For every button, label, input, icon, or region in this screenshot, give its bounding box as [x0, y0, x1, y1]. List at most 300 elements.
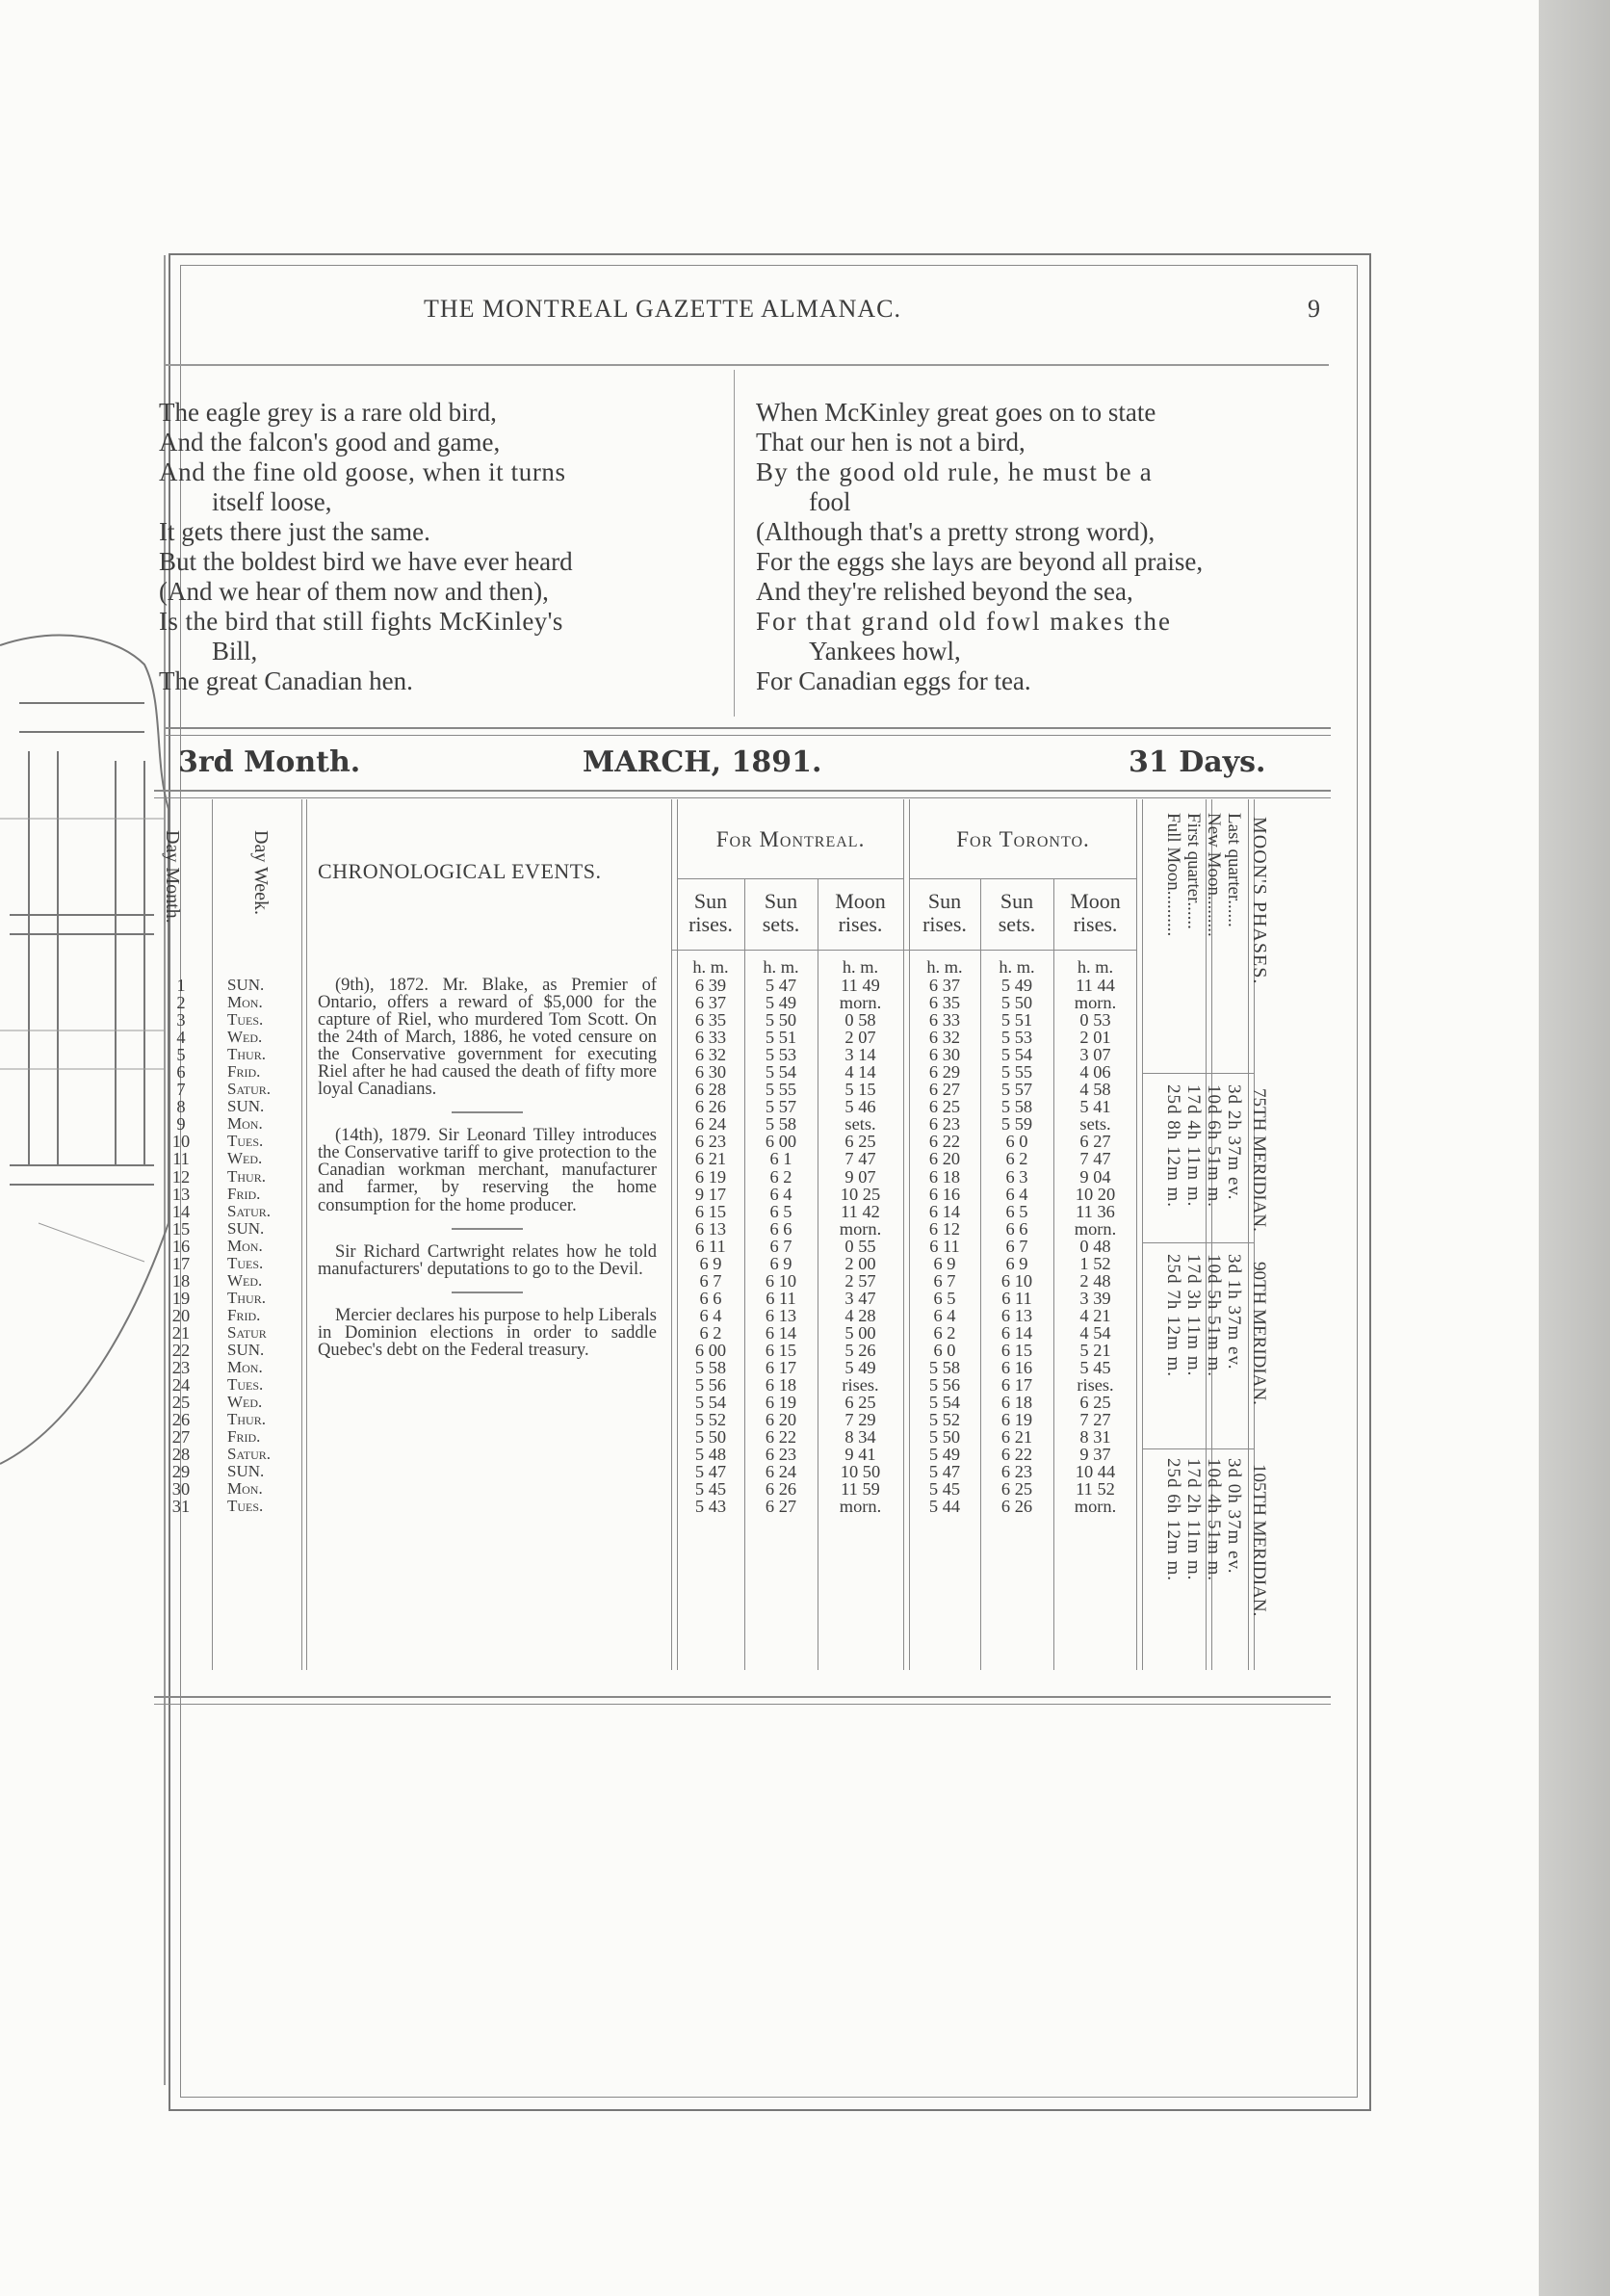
poem-line: By the good old rule, he must be a [756, 457, 1153, 486]
unit-label: h. m. [763, 957, 799, 977]
column-montreal-sun-rises [677, 977, 744, 1515]
grid-line [1142, 1073, 1255, 1074]
toronto-sun-rise-cell: 6 33 [928, 1010, 961, 1031]
montreal-sun-rise-cell: 5 48 [694, 1445, 727, 1465]
poem-column-divider [734, 370, 735, 717]
toronto-sun-set-cell: 6 10 [1000, 1270, 1033, 1291]
toronto-moon-rise-cell: 11 36 [1076, 1201, 1115, 1221]
montreal-sun-rise-cell: 5 54 [694, 1393, 727, 1413]
toronto-moon-rise-cell: 4 06 [1079, 1062, 1111, 1083]
day-of-week-cell: Frid. [227, 1184, 261, 1203]
header-line: Sun [693, 889, 728, 913]
grid-line [671, 950, 1137, 951]
phase-time: 17d 3h 11m m. [1183, 1254, 1204, 1377]
toronto-sun-set-cell: 6 26 [1000, 1497, 1033, 1517]
toronto-moon-rise-cell: 10 20 [1075, 1184, 1116, 1204]
moon-phase-labels [1163, 813, 1244, 937]
day-of-month-cell: 18 [171, 1270, 191, 1291]
day-of-week-cell: SUN. [227, 1097, 265, 1116]
day-of-month-cell: 23 [171, 1358, 191, 1378]
toronto-moon-rise-cell: morn. [1074, 1218, 1117, 1239]
day-of-week-cell: SUN. [227, 1218, 265, 1238]
poem-left-column [159, 398, 573, 696]
toronto-sun-rise-cell: 5 47 [928, 1462, 961, 1482]
toronto-sun-set-cell: 6 21 [1000, 1427, 1033, 1448]
toronto-moon-rise-cell: 4 54 [1079, 1322, 1111, 1343]
day-of-month-cell: 6 [176, 1062, 186, 1083]
montreal-sun-rise-cell: 6 37 [694, 993, 727, 1013]
column-toronto-moon-rises [1053, 977, 1137, 1515]
montreal-sun-rise-cell: 6 6 [699, 1288, 722, 1308]
day-of-month-cell: 29 [171, 1462, 191, 1482]
montreal-sun-set-cell: 6 6 [769, 1218, 792, 1239]
toronto-sun-set-cell: 6 18 [1000, 1393, 1033, 1413]
montreal-sun-rise-cell: 6 4 [699, 1305, 722, 1325]
day-of-month-cell: 28 [171, 1445, 191, 1465]
montreal-moon-rise-cell: 6 25 [844, 1132, 876, 1152]
meridian-90-times [1163, 1254, 1244, 1377]
montreal-sun-rise-cell: 6 7 [699, 1270, 722, 1291]
poem-line: For the eggs she lays are beyond all praise, [756, 547, 1204, 576]
phase-time: 10d 6h 51m m. [1204, 1084, 1224, 1209]
header-line: Sun [927, 889, 962, 913]
phase-time: 10d 4h 51m m. [1204, 1458, 1224, 1582]
meridian-label: 105TH MERIDIAN. [1249, 1464, 1269, 1617]
montreal-sun-rise-cell: 6 15 [694, 1201, 727, 1221]
day-of-week-cell: Tues. [227, 1253, 264, 1272]
montreal-sun-set-cell: 6 13 [765, 1305, 797, 1325]
day-of-month-cell: 4 [176, 1028, 186, 1048]
day-of-month-cell: 16 [171, 1236, 191, 1256]
meridian-label: 75TH MERIDIAN. [1249, 1088, 1269, 1232]
toronto-moon-rise-cell: 9 37 [1079, 1445, 1111, 1465]
meridian-105-times [1163, 1458, 1244, 1581]
montreal-sun-set-cell: 6 2 [769, 1166, 792, 1187]
montreal-sun-set-cell: 6 7 [769, 1236, 792, 1256]
montreal-sun-rise-cell: 6 00 [694, 1340, 727, 1360]
event-paragraph: (14th), 1879. Sir Leonard Tilley introduces the Conservative tariff to give protection to the Canadian workman merchant, manufacturer and farmer, by reserving the home consumption for the home producer. [318, 1126, 657, 1215]
montreal-sun-set-cell: 6 15 [765, 1340, 797, 1360]
toronto-sun-set-cell: 5 50 [1000, 993, 1033, 1013]
column-montreal-sun-sets [744, 977, 818, 1515]
montreal-moon-rise-cell: 0 55 [844, 1236, 876, 1256]
montreal-sun-set-cell: 6 00 [765, 1132, 797, 1152]
montreal-moon-rise-cell: 10 50 [840, 1462, 881, 1482]
toronto-moon-rise-cell: 0 53 [1079, 1010, 1111, 1031]
day-of-week-cell: Mon. [227, 1479, 263, 1499]
toronto-moon-rise-cell: 11 52 [1076, 1479, 1115, 1500]
calendar-header-rule-thin [154, 797, 1331, 798]
day-of-week-cell: Frid. [227, 1062, 261, 1082]
page-number: 9 [1308, 295, 1320, 323]
montreal-sun-rise-cell: 6 21 [694, 1149, 727, 1169]
toronto-sun-set-cell: 6 15 [1000, 1340, 1033, 1360]
poem-line: fool [809, 487, 851, 516]
toronto-sun-rise-cell: 6 12 [928, 1218, 961, 1239]
poem-line: (Although that's a pretty strong word), [756, 517, 1156, 546]
montreal-sun-set-cell: 6 4 [769, 1184, 792, 1204]
toronto-sun-rise-cell: 6 32 [928, 1028, 961, 1048]
montreal-moon-rise-cell: 4 14 [844, 1062, 876, 1083]
montreal-moon-rise-cell: morn. [839, 1218, 882, 1239]
toronto-sun-rise-cell: 5 45 [928, 1479, 961, 1500]
toronto-sun-rise-cell: 5 52 [928, 1410, 961, 1430]
montreal-sun-rise-cell: 6 9 [699, 1253, 722, 1273]
montreal-sun-rise-cell: 6 19 [694, 1166, 727, 1187]
day-of-week-cell: Thur. [227, 1288, 266, 1307]
header-line: sets. [762, 912, 800, 936]
chronological-events [318, 977, 657, 1359]
montreal-sun-rise-cell: 5 47 [694, 1462, 727, 1482]
poem-line: For that grand old fowl makes the [756, 607, 1172, 636]
header-day-week [250, 830, 272, 946]
montreal-sun-rise-cell: 6 2 [699, 1322, 722, 1343]
poem-line: For Canadian eggs for tea. [756, 666, 1031, 695]
montreal-sun-rise-cell: 6 30 [694, 1062, 727, 1083]
poem-line: That our hen is not a bird, [756, 428, 1026, 457]
poem-line: And they're relished beyond the sea, [756, 577, 1133, 606]
event-separator [452, 1228, 523, 1230]
day-of-week-cell: Frid. [227, 1305, 261, 1324]
toronto-moon-rise-cell: 2 01 [1079, 1028, 1111, 1048]
toronto-moon-rise-cell: 3 07 [1079, 1045, 1111, 1065]
montreal-sun-set-cell: 5 47 [765, 976, 797, 995]
toronto-sun-rise-cell: 6 18 [928, 1166, 961, 1187]
calendar-bottom-rule-thin [154, 1704, 1331, 1705]
montreal-moon-rise-cell: 2 57 [844, 1270, 876, 1291]
grid-line [1142, 1242, 1255, 1243]
day-of-week-cell: Mon. [227, 1358, 263, 1377]
phase-time: 3d 0h 37m ev. [1224, 1458, 1244, 1575]
toronto-sun-set-cell: 6 14 [1000, 1322, 1033, 1343]
toronto-sun-rise-cell: 6 11 [929, 1236, 960, 1256]
montreal-sun-set-cell: 6 27 [765, 1497, 797, 1517]
day-of-month-cell: 20 [171, 1305, 191, 1325]
toronto-sun-rise-cell: 6 29 [928, 1062, 961, 1083]
days-count-label: 31 Days. [1129, 745, 1266, 779]
running-title: THE MONTREAL GAZETTE ALMANAC. [424, 295, 901, 323]
montreal-sun-set-cell: 5 49 [765, 993, 797, 1013]
header-events: CHRONOLOGICAL EVENTS. [318, 859, 602, 883]
header-line: rises. [922, 912, 967, 936]
day-of-month-cell: 31 [171, 1497, 191, 1517]
header-line: Moon [835, 889, 886, 913]
grid-line [1142, 1448, 1255, 1449]
unit-label: h. m. [999, 957, 1035, 977]
toronto-sun-set-cell: 6 11 [1001, 1288, 1032, 1308]
toronto-sun-rise-cell: 6 22 [928, 1132, 961, 1152]
poem-line: itself loose, [212, 487, 332, 516]
day-of-week-cell: Wed. [227, 1393, 263, 1412]
toronto-sun-rise-cell: 6 2 [933, 1322, 956, 1343]
column-day-of-week [227, 977, 304, 1515]
toronto-sun-set-cell: 6 0 [1005, 1132, 1028, 1152]
montreal-moon-rise-cell: 5 46 [844, 1097, 876, 1117]
day-of-week-cell: Tues. [227, 1497, 264, 1516]
toronto-moon-rise-cell: 5 41 [1079, 1097, 1111, 1117]
montreal-moon-rise-cell: 9 41 [844, 1445, 876, 1465]
meridian-label: 90TH MERIDIAN. [1249, 1262, 1269, 1405]
montreal-moon-rise-cell: 3 14 [844, 1045, 876, 1065]
grid-line [1142, 799, 1143, 1670]
toronto-sun-set-cell: 5 55 [1000, 1062, 1033, 1083]
toronto-moon-rise-cell: 0 48 [1079, 1236, 1111, 1256]
toronto-sun-set-cell: 5 54 [1000, 1045, 1033, 1065]
toronto-moon-rise-cell: 6 27 [1079, 1132, 1111, 1152]
grid-line [909, 878, 1137, 879]
montreal-sun-rise-cell: 5 56 [694, 1375, 727, 1396]
day-of-month-cell: 8 [176, 1097, 186, 1117]
toronto-sun-set-cell: 6 19 [1000, 1410, 1033, 1430]
toronto-sun-rise-cell: 5 50 [928, 1427, 961, 1448]
toronto-moon-rise-cell: 4 58 [1079, 1080, 1111, 1100]
day-of-month-cell: 17 [171, 1253, 191, 1273]
montreal-moon-rise-cell: morn. [839, 1497, 882, 1517]
calendar-top-rule-thin [166, 735, 1331, 736]
toronto-moon-rise-cell: 3 39 [1079, 1288, 1111, 1308]
day-of-month-cell: 14 [171, 1201, 191, 1221]
toronto-moon-rise-cell: 5 45 [1079, 1358, 1111, 1378]
day-of-month-cell: 7 [176, 1080, 186, 1100]
montreal-sun-set-cell: 6 9 [769, 1253, 792, 1273]
montreal-sun-set-cell: 6 14 [765, 1322, 797, 1343]
toronto-sun-rise-cell: 6 16 [928, 1184, 961, 1204]
poem-line: It gets there just the same. [159, 517, 430, 546]
calendar-header-rule [154, 790, 1331, 792]
montreal-moon-rise-cell: 11 49 [841, 976, 880, 995]
toronto-sun-rise-cell: 6 0 [933, 1340, 956, 1360]
toronto-moon-rise-cell: 10 44 [1075, 1462, 1116, 1482]
toronto-moon-rise-cell: 9 04 [1079, 1166, 1111, 1187]
day-of-month-cell: 24 [171, 1375, 191, 1396]
phase-time: 25d 6h 12m m. [1163, 1458, 1183, 1582]
calendar-bottom-rule [154, 1696, 1331, 1698]
toronto-sun-rise-cell: 6 5 [933, 1288, 956, 1308]
day-of-week-cell: SUN. [227, 1340, 265, 1359]
day-of-week-cell: Wed. [227, 1028, 263, 1047]
montreal-sun-rise-cell: 6 23 [694, 1132, 727, 1152]
header-tor-sun-rises [909, 890, 980, 936]
header-tor-sun-sets [980, 890, 1053, 936]
toronto-moon-rise-cell: morn. [1074, 1497, 1117, 1517]
montreal-sun-set-cell: 5 53 [765, 1045, 797, 1065]
day-of-week-cell: Thur. [227, 1045, 266, 1064]
event-paragraph: (9th), 1872. Mr. Blake, as Premier of Ontario, offers a reward of $5,000 for the capture of Riel, who murdered Tom Scott. On the 24th of March, 1886, he voted censure on the Conservative government for executing Riel after he had caused the death of fifty more loyal Canadians. [318, 976, 657, 1100]
poem-line: Yankees howl, [809, 637, 961, 665]
montreal-sun-rise-cell: 6 11 [695, 1236, 726, 1256]
header-rule [166, 364, 1329, 366]
poem-line: And the falcon's good and game, [159, 428, 501, 457]
montreal-sun-rise-cell: 5 43 [694, 1497, 727, 1517]
montreal-moon-rise-cell: 7 29 [844, 1410, 876, 1430]
toronto-sun-rise-cell: 5 44 [928, 1497, 961, 1517]
toronto-sun-set-cell: 5 51 [1000, 1010, 1033, 1031]
toronto-moon-rise-cell: 4 21 [1079, 1305, 1111, 1325]
toronto-moon-rise-cell: 8 31 [1079, 1427, 1111, 1448]
grid-line [306, 799, 307, 1670]
day-of-week-cell: Thur. [227, 1166, 266, 1186]
montreal-sun-rise-cell: 6 24 [694, 1114, 727, 1135]
montreal-moon-rise-cell: 2 07 [844, 1028, 876, 1048]
day-of-month-cell: 12 [171, 1166, 191, 1187]
montreal-moon-rise-cell: 7 47 [844, 1149, 876, 1169]
toronto-sun-rise-cell: 6 37 [928, 976, 961, 995]
toronto-sun-set-cell: 6 2 [1005, 1149, 1028, 1169]
poem-line: And the fine old goose, when it turns [159, 457, 566, 486]
phase-time: 25d 7h 12m m. [1163, 1254, 1183, 1378]
day-of-week-cell: Thur. [227, 1410, 266, 1429]
phase-time: 17d 4h 11m m. [1183, 1084, 1204, 1208]
day-of-week-cell: Satur. [227, 1080, 272, 1099]
day-of-week-cell: Tues. [227, 1010, 264, 1030]
toronto-sun-set-cell: 6 9 [1005, 1253, 1028, 1273]
toronto-sun-rise-cell: 6 30 [928, 1045, 961, 1065]
day-of-month-cell: 25 [171, 1393, 191, 1413]
header-tor-moon-rises [1053, 890, 1137, 936]
toronto-sun-set-cell: 6 16 [1000, 1358, 1033, 1378]
grid-line [212, 799, 213, 1670]
day-of-month-cell: 9 [176, 1114, 186, 1135]
day-of-month-cell: 13 [171, 1184, 191, 1204]
montreal-sun-rise-cell: 6 26 [694, 1097, 727, 1117]
day-of-month-cell: 30 [171, 1479, 191, 1500]
poem-line: But the boldest bird we have ever heard [159, 547, 573, 576]
montreal-sun-rise-cell: 5 45 [694, 1479, 727, 1500]
montreal-moon-rise-cell: morn. [839, 993, 882, 1013]
toronto-sun-rise-cell: 6 4 [933, 1305, 956, 1325]
poem-line: The eagle grey is a rare old bird, [159, 398, 497, 427]
toronto-sun-rise-cell: 6 25 [928, 1097, 961, 1117]
phase-time: 3d 1h 37m ev. [1224, 1254, 1244, 1370]
poem-line: The great Canadian hen. [159, 666, 413, 695]
day-of-month-cell: 19 [171, 1288, 191, 1308]
montreal-sun-set-cell: 6 20 [765, 1410, 797, 1430]
grid-line [671, 799, 672, 1670]
toronto-sun-rise-cell: 5 58 [928, 1358, 961, 1378]
montreal-moon-rise-cell: 11 59 [841, 1479, 880, 1500]
header-mtl-sun-rises [677, 890, 744, 936]
phase-label: Last quarter...... [1224, 813, 1244, 927]
event-separator [452, 1111, 523, 1113]
toronto-moon-rise-cell: rises. [1077, 1375, 1114, 1396]
toronto-sun-rise-cell: 6 35 [928, 993, 961, 1013]
day-of-week-cell: SUN. [227, 1462, 265, 1481]
montreal-moon-rise-cell: 3 47 [844, 1288, 876, 1308]
toronto-sun-set-cell: 6 4 [1005, 1184, 1028, 1204]
toronto-moon-rise-cell: morn. [1074, 993, 1117, 1013]
day-of-month-cell: 3 [176, 1010, 186, 1031]
column-day-of-month [162, 977, 200, 1515]
unit-label: h. m. [926, 957, 963, 977]
montreal-sun-set-cell: 6 10 [765, 1270, 797, 1291]
header-mtl-sun-sets [744, 890, 818, 936]
toronto-sun-set-cell: 6 22 [1000, 1445, 1033, 1465]
column-montreal-moon-rises [818, 977, 903, 1515]
column-toronto-sun-sets [980, 977, 1053, 1515]
toronto-moon-rise-cell: 5 21 [1079, 1340, 1111, 1360]
toronto-moon-rise-cell: 1 52 [1079, 1253, 1111, 1273]
montreal-sun-rise-cell: 6 33 [694, 1028, 727, 1048]
day-of-week-cell: Mon. [227, 993, 263, 1012]
toronto-sun-set-cell: 6 25 [1000, 1479, 1033, 1500]
toronto-sun-set-cell: 6 7 [1005, 1236, 1028, 1256]
toronto-sun-set-cell: 6 17 [1000, 1375, 1033, 1396]
montreal-sun-set-cell: 6 19 [765, 1393, 797, 1413]
montreal-moon-rise-cell: 11 42 [841, 1201, 880, 1221]
montreal-sun-set-cell: 6 23 [765, 1445, 797, 1465]
day-of-month-cell: 15 [171, 1218, 191, 1239]
event-paragraph: Sir Richard Cartwright relates how he told manufacturers' deputations to go to the Devil. [318, 1241, 657, 1279]
day-of-month-cell: 5 [176, 1045, 186, 1065]
header-day-week-text: Day Week. [250, 830, 272, 915]
toronto-sun-rise-cell: 6 23 [928, 1114, 961, 1135]
montreal-sun-set-cell: 6 11 [766, 1288, 796, 1308]
day-of-week-cell: Satur. [227, 1201, 272, 1220]
montreal-sun-rise-cell: 6 13 [694, 1218, 727, 1239]
unit-label: h. m. [842, 957, 879, 977]
header-line: Sun [1000, 889, 1034, 913]
day-of-week-cell: Frid. [227, 1427, 261, 1447]
toronto-sun-rise-cell: 5 49 [928, 1445, 961, 1465]
toronto-sun-rise-cell: 5 56 [928, 1375, 961, 1396]
month-title: MARCH, 1891. [583, 745, 822, 779]
toronto-sun-set-cell: 6 3 [1005, 1166, 1028, 1187]
header-line: Sun [764, 889, 798, 913]
montreal-moon-rise-cell: 5 15 [844, 1080, 876, 1100]
unit-label: h. m. [1077, 957, 1114, 977]
header-montreal: For Montreal. [715, 827, 866, 851]
montreal-sun-rise-cell: 5 58 [694, 1358, 727, 1378]
toronto-sun-set-cell: 6 6 [1005, 1218, 1028, 1239]
toronto-moon-rise-cell: 7 27 [1079, 1410, 1111, 1430]
poem-line: (And we hear of them now and then), [159, 577, 549, 606]
day-of-week-cell: Tues. [227, 1375, 264, 1395]
phase-label: First quarter...... [1183, 813, 1204, 929]
day-of-month-cell: 11 [172, 1149, 190, 1169]
day-of-week-cell: Satur [227, 1322, 267, 1342]
toronto-sun-set-cell: 5 49 [1000, 976, 1033, 995]
montreal-moon-rise-cell: 10 25 [840, 1184, 881, 1204]
event-separator [452, 1292, 523, 1293]
montreal-moon-rise-cell: 0 58 [844, 1010, 876, 1031]
montreal-sun-set-cell: 6 26 [765, 1479, 797, 1500]
montreal-moon-rise-cell: rises. [842, 1375, 879, 1396]
header-day-month-text: Day Month. [162, 830, 183, 924]
day-of-month-cell: 1 [176, 976, 186, 995]
montreal-moon-rise-cell: 6 25 [844, 1393, 876, 1413]
montreal-sun-rise-cell: 5 50 [694, 1427, 727, 1448]
toronto-sun-rise-cell: 6 20 [928, 1149, 961, 1169]
montreal-moon-rise-cell: 9 07 [844, 1166, 876, 1187]
header-mtl-moon-rises [818, 890, 903, 936]
toronto-sun-set-cell: 6 13 [1000, 1305, 1033, 1325]
event-paragraph: Mercier declares his purpose to help Liberals in Dominion elections in order to saddle Quebec's debt on the Federal treasury. [318, 1305, 657, 1360]
header-line: rises. [1073, 912, 1118, 936]
toronto-moon-rise-cell: 11 44 [1076, 976, 1115, 995]
toronto-moon-rise-cell: 6 25 [1079, 1393, 1111, 1413]
grid-line [677, 878, 904, 879]
montreal-sun-set-cell: 5 58 [765, 1114, 797, 1135]
phase-label: New Moon......... [1204, 813, 1224, 937]
day-of-week-cell: Mon. [227, 1236, 263, 1255]
montreal-sun-set-cell: 6 1 [769, 1149, 792, 1169]
toronto-sun-set-cell: 5 59 [1000, 1114, 1033, 1135]
toronto-sun-rise-cell: 5 54 [928, 1393, 961, 1413]
montreal-moon-rise-cell: 2 00 [844, 1253, 876, 1273]
montreal-sun-set-cell: 6 18 [765, 1375, 797, 1396]
day-of-week-cell: SUN. [227, 976, 265, 994]
phase-time: 3d 2h 37m ev. [1224, 1084, 1244, 1201]
